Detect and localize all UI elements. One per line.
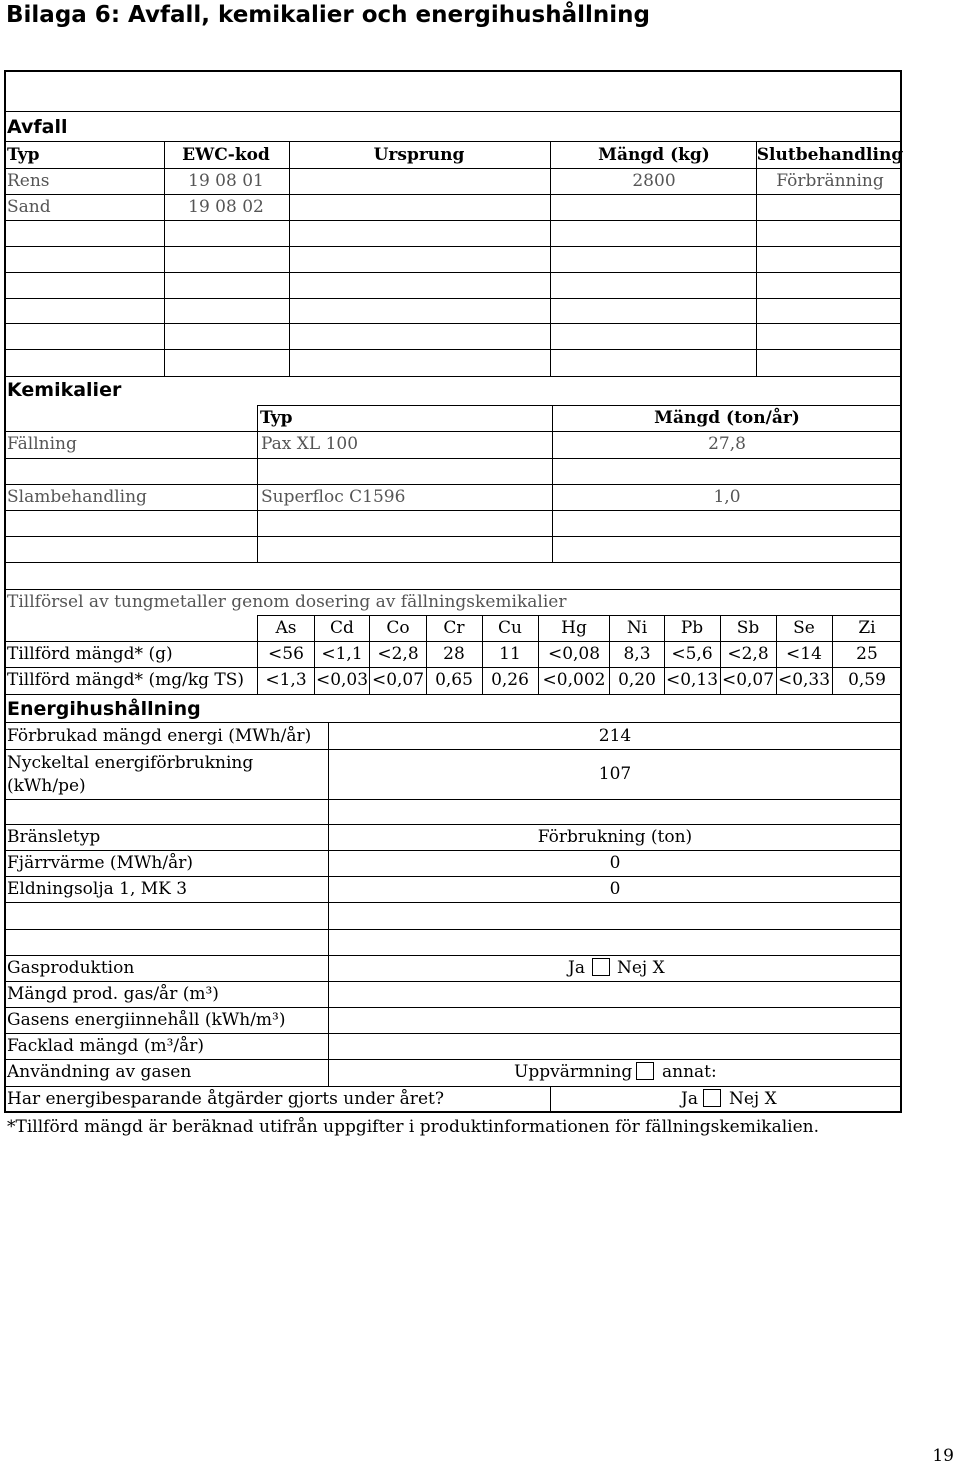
avfall-cell-typ: Sand — [7, 197, 51, 217]
gasproduktion-nej-label: Nej X — [617, 958, 665, 978]
metal-value: 0,26 — [491, 670, 529, 690]
energibesparande-label: Har energibesparande åtgärder gjorts under året? — [7, 1089, 444, 1109]
avfall-col-mangd: Mängd (kg) — [598, 145, 710, 165]
footnote: *Tillförd mängd är beräknad utifrån uppgifter i produktinformationen för fällningskemikalien. — [7, 1117, 820, 1137]
kemikalier-cell-kategori: Fällning — [7, 434, 77, 454]
kemikalier-cell-mangd: 1,0 — [713, 487, 741, 507]
page-title: Bilaga 6: Avfall, kemikalier och energihushållning — [6, 2, 650, 28]
metal-col-cd: Cd — [330, 618, 354, 638]
nyckeltal-label-line2: (kWh/pe) — [7, 776, 86, 796]
metal-value: <2,8 — [727, 644, 769, 664]
metal-col-zi: Zi — [858, 618, 876, 638]
energi-heading: Energihushållning — [7, 698, 201, 720]
metal-value: 0,20 — [618, 670, 656, 690]
metal-col-co: Co — [386, 618, 410, 638]
gasproduktion-ja-checkbox[interactable] — [592, 958, 610, 976]
metal-value: 8,3 — [623, 644, 651, 664]
metal-value: 11 — [499, 644, 521, 664]
metal-value: <0,07 — [371, 670, 425, 690]
anvandning-label: Användning av gasen — [7, 1062, 192, 1082]
metal-value: 25 — [856, 644, 878, 664]
bransletyp-header: Bränsletyp — [7, 827, 101, 847]
metal-value: <2,8 — [377, 644, 419, 664]
uppvarmning-label: Uppvärmning — [514, 1062, 633, 1082]
kemikalier-col-typ: Typ — [260, 408, 293, 428]
forbrukning-header: Förbrukning (ton) — [537, 827, 693, 847]
metal-value: <0,002 — [542, 670, 606, 690]
avfall-cell-mangd: 2800 — [632, 171, 676, 191]
gasproduktion-label: Gasproduktion — [7, 958, 135, 978]
forbrukad-energi-value: 214 — [598, 726, 632, 746]
metaller-row-label: Tillförd mängd* (g) — [7, 644, 173, 664]
bransle-label: Eldningsolja 1, MK 3 — [7, 879, 188, 899]
kemikalier-heading: Kemikalier — [7, 379, 122, 401]
facklad-label: Facklad mängd (m³/år) — [7, 1036, 205, 1056]
avfall-col-typ: Typ — [7, 145, 40, 165]
metal-value: <1,3 — [265, 670, 307, 690]
avfall-col-ewc: EWC-kod — [182, 145, 270, 165]
metal-value: <56 — [268, 644, 304, 664]
metal-col-cu: Cu — [498, 618, 522, 638]
metal-value: <0,07 — [721, 670, 775, 690]
metal-value: <0,08 — [547, 644, 601, 664]
annat-label: annat: — [662, 1062, 717, 1082]
gasproduktion-ja-label: Ja — [568, 958, 585, 978]
metal-value: 0,65 — [435, 670, 473, 690]
kemikalier-cell-mangd: 27,8 — [708, 434, 746, 454]
kemikalier-col-mangd: Mängd (ton/år) — [654, 408, 800, 428]
mangd-prod-label: Mängd prod. gas/år (m³) — [7, 984, 219, 1004]
metal-col-as: As — [275, 618, 297, 638]
metal-value: <0,33 — [777, 670, 831, 690]
avfall-cell-ewc: 19 08 02 — [188, 197, 264, 217]
metal-value: <14 — [786, 644, 822, 664]
metal-col-hg: Hg — [561, 618, 587, 638]
bransle-value: 0 — [609, 879, 621, 899]
metal-value: <0,03 — [315, 670, 369, 690]
metal-col-sb: Sb — [736, 618, 760, 638]
avfall-heading: Avfall — [7, 116, 68, 138]
energibesparande-ja-checkbox[interactable] — [703, 1089, 721, 1107]
uppvarmning-checkbox[interactable] — [636, 1062, 654, 1080]
metal-value: 0,59 — [848, 670, 886, 690]
metal-value: <5,6 — [671, 644, 713, 664]
energiinnehall-label: Gasens energiinnehåll (kWh/m³) — [7, 1010, 286, 1030]
avfall-cell-slutbehandling: Förbränning — [776, 171, 884, 191]
bransle-value: 0 — [609, 853, 621, 873]
avfall-col-ursprung: Ursprung — [373, 145, 465, 165]
kemikalier-cell-kategori: Slambehandling — [7, 487, 147, 507]
metal-value: <1,1 — [321, 644, 363, 664]
avfall-cell-typ: Rens — [7, 171, 50, 191]
forbrukad-energi-label: Förbrukad mängd energi (MWh/år) — [7, 726, 312, 746]
metaller-heading: Tillförsel av tungmetaller genom dosering av fällningskemikalier — [7, 592, 567, 612]
metal-col-ni: Ni — [626, 618, 648, 638]
metal-value: <0,13 — [665, 670, 719, 690]
nyckeltal-value: 107 — [598, 764, 632, 784]
avfall-col-slutbehandling: Slutbehandling — [756, 145, 904, 165]
metal-value: 28 — [443, 644, 465, 664]
kemikalier-cell-typ: Pax XL 100 — [261, 434, 359, 454]
metaller-row-label: Tillförd mängd* (mg/kg TS) — [7, 670, 245, 690]
page-number: 19 — [932, 1446, 954, 1466]
energibesparande-ja-label: Ja — [681, 1089, 698, 1109]
bransle-label: Fjärrvärme (MWh/år) — [7, 853, 193, 873]
metal-col-cr: Cr — [443, 618, 465, 638]
energibesparande-nej-label: Nej X — [729, 1089, 777, 1109]
metal-col-se: Se — [793, 618, 815, 638]
metal-col-pb: Pb — [680, 618, 704, 638]
nyckeltal-label-line1: Nyckeltal energiförbrukning — [7, 753, 254, 773]
kemikalier-cell-typ: Superfloc C1596 — [261, 487, 406, 507]
avfall-cell-ewc: 19 08 01 — [188, 171, 264, 191]
